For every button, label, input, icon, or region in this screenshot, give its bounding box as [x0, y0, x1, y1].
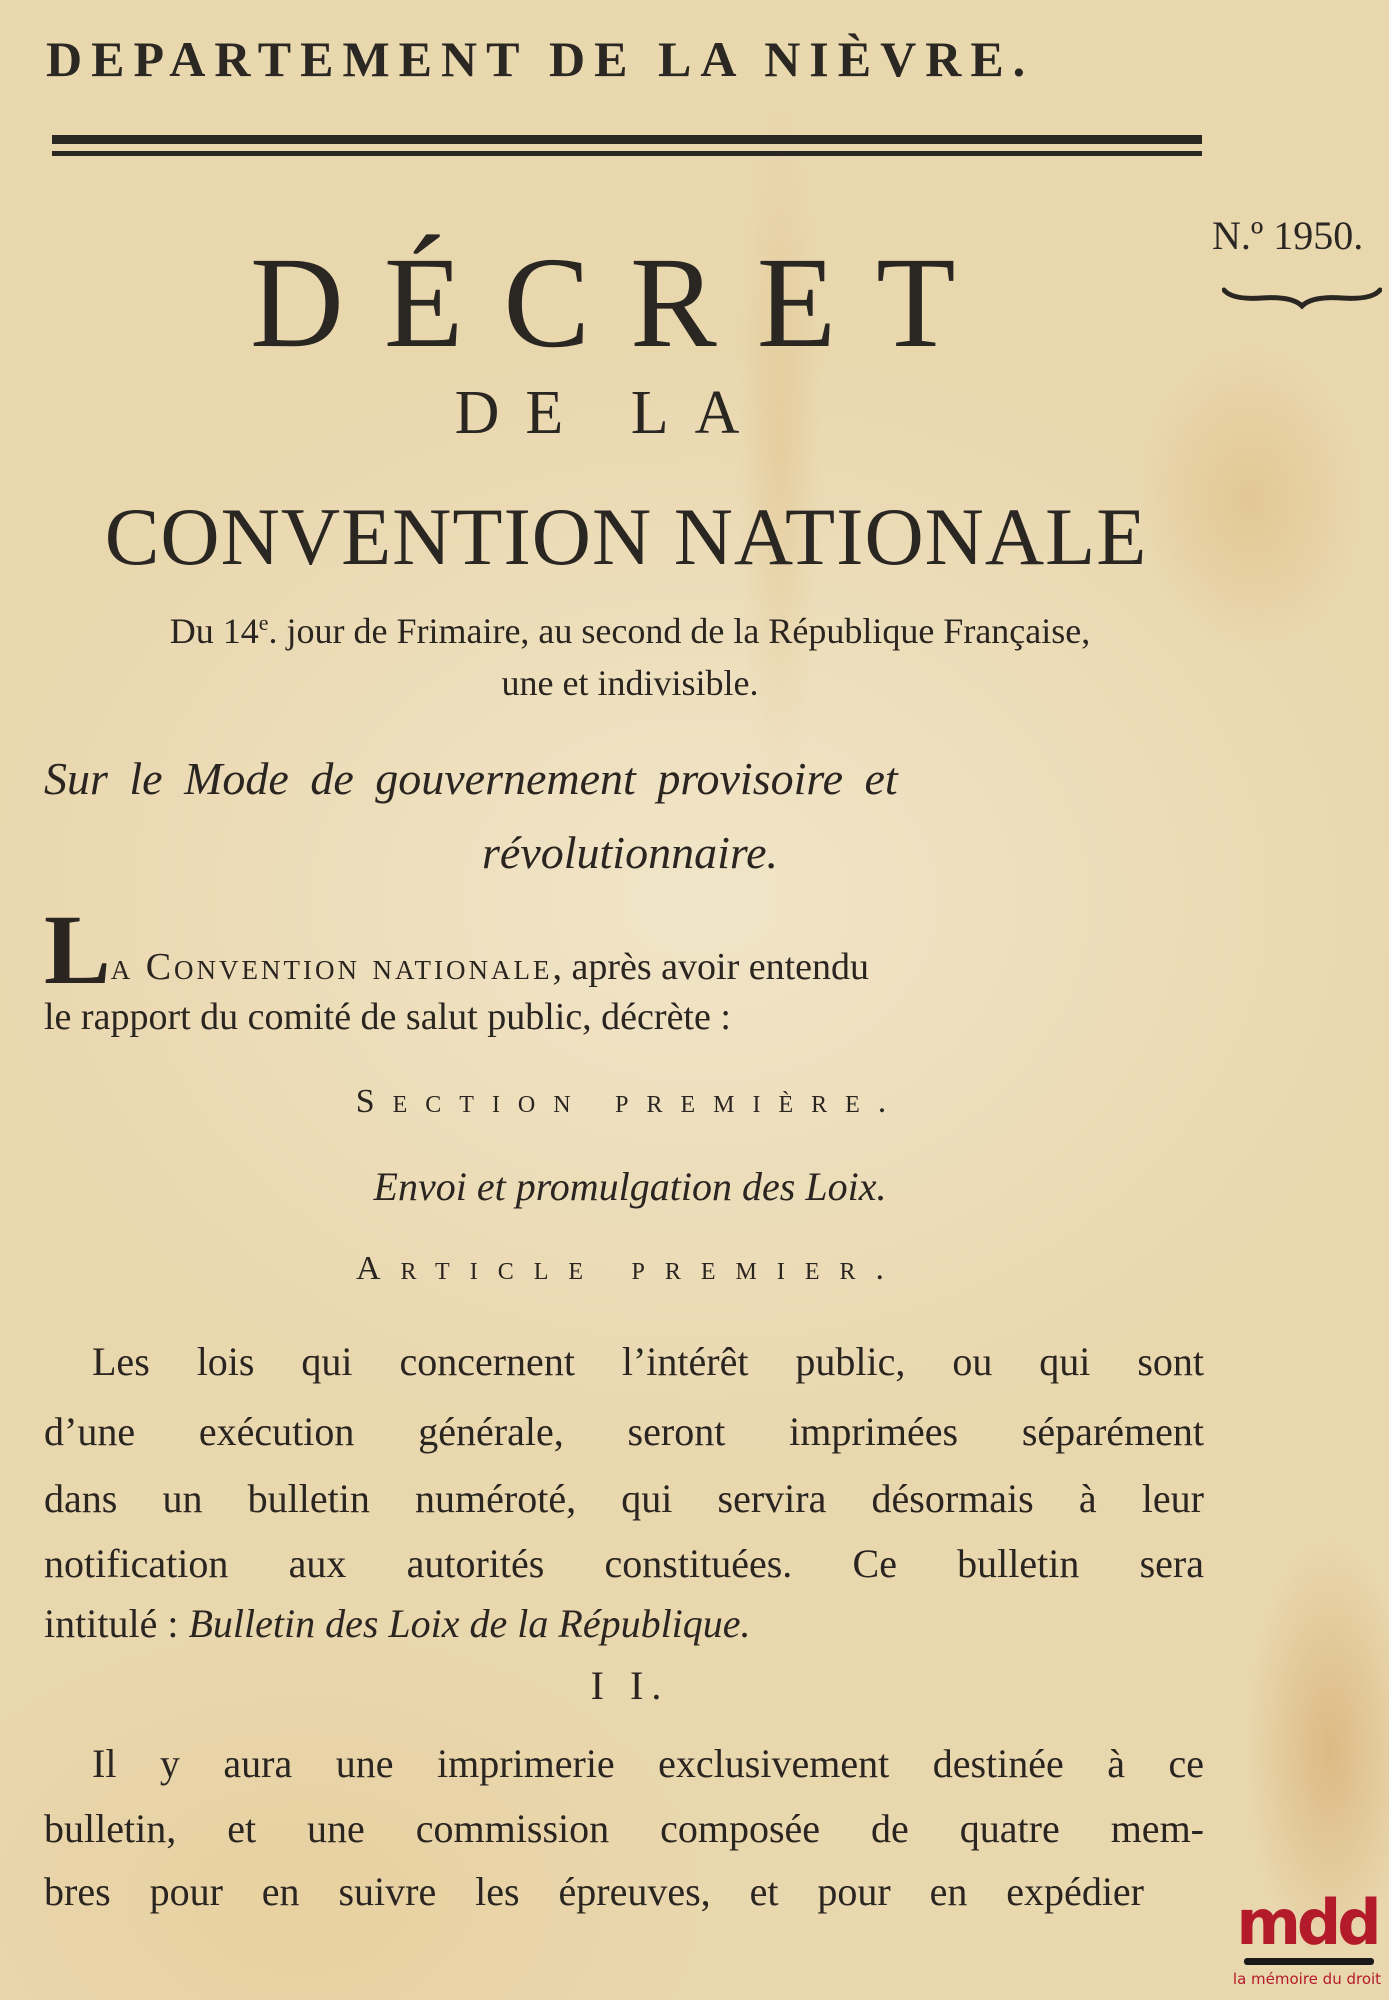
drop-cap: L — [44, 894, 111, 1005]
subject-line1: Sur le Mode de gouvernement provisoire et — [44, 753, 898, 804]
brace-ornament-icon — [1222, 284, 1382, 310]
article-2-line: bulletin, et une commission composée de quatre mem- — [44, 1806, 1204, 1851]
preamble-line1: La Convention nationale, après avoir entendu — [44, 894, 870, 1005]
article-1-line: dans un bulletin numéroté, qui servira désormais à leur — [44, 1476, 1204, 1521]
section-heading: Section première. — [355, 1083, 905, 1120]
title-decret: DÉCRET — [250, 231, 996, 375]
logo-underline — [1244, 1958, 1374, 1965]
preamble-line2: le rapport du comité de salut public, décrète : — [44, 996, 731, 1038]
article-1-line: notification aux autorités constituées. Ce bulletin sera — [44, 1541, 1204, 1586]
article-1-line: d’une exécution générale, seront imprimées séparément — [44, 1409, 1204, 1454]
article-2-heading: I I. — [590, 1663, 670, 1708]
article-2-line: Il y aura une imprimerie exclusivement destinée à ce — [92, 1741, 1204, 1786]
decree-number: N.º 1950. — [1212, 213, 1364, 258]
mdd-watermark-logo — [1232, 1892, 1382, 2000]
title-de-la: DE LA — [454, 379, 766, 447]
article-1-line: Les lois qui concernent l’intérêt public, ou qui sont — [92, 1339, 1204, 1384]
logo-tagline: la mémoire du droit — [1232, 1970, 1382, 1988]
title-convention-nationale: CONVENTION NATIONALE — [104, 491, 1148, 582]
double-rule-top — [52, 135, 1202, 144]
article-1-heading: Article premier. — [355, 1250, 905, 1287]
section-subtitle: Envoi et promulgation des Loix. — [373, 1164, 887, 1209]
article-1-last-line: intitulé : Bulletin des Loix de la République. — [44, 1601, 751, 1646]
article-2-line: bres pour en suivre les épreuves, et pour en expédier — [44, 1869, 1144, 1914]
decree-date-line2: une et indivisible. — [501, 663, 759, 703]
double-rule-bottom — [52, 151, 1202, 156]
subject-line2: révolutionnaire. — [482, 827, 778, 878]
mdd-logo-icon — [1232, 1892, 1382, 1952]
decree-date: Du 14e. jour de Frimaire, au second de la République Française, — [169, 610, 1091, 651]
svg-text:mdd: mdd — [1236, 1892, 1378, 1952]
department-header: DEPARTEMENT DE LA NIÈVRE. — [46, 31, 1035, 87]
